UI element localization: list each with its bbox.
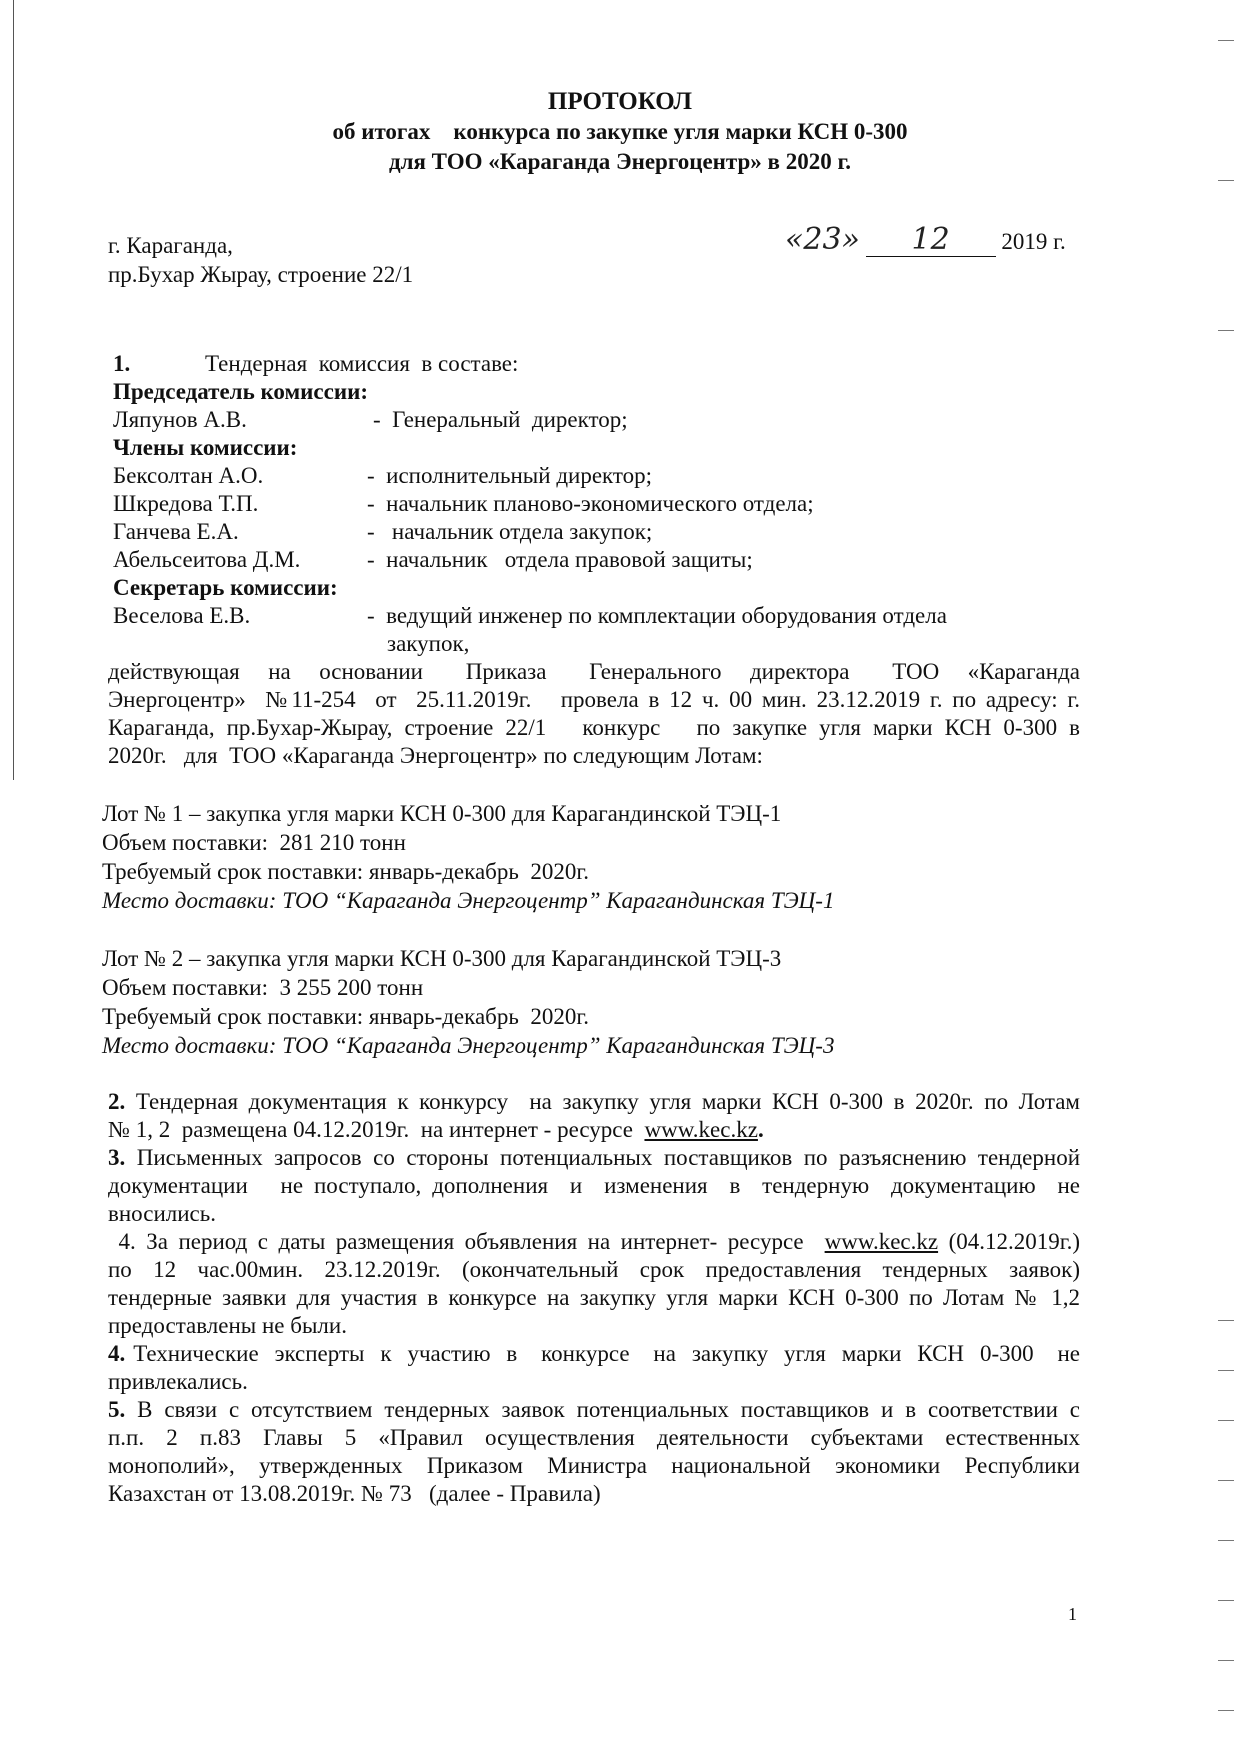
item-4b-text: Технические эксперты к участию в конкурсе на закупку угля марки КСН 0-300 не [125, 1341, 1080, 1366]
item-3-text: Письменных запросов со стороны потенциальных поставщиков по разъяснению тендерной [125, 1145, 1080, 1170]
paragraph-line: вносились. [108, 1201, 216, 1226]
date-line [785, 222, 1066, 257]
website-link[interactable]: www.kec.kz [824, 1229, 939, 1254]
scan-margin-marks [1212, 0, 1234, 1754]
member-name: Шкредова Т.П. [113, 491, 259, 516]
document-title: ПРОТОКОЛ [547, 88, 693, 115]
paragraph-line: Энергоцентр» №11-254 от 25.11.2019г. провела в 12 ч. 00 мин. 23.12.2019 г. по адресу: г. [108, 687, 1080, 712]
item-4b-number: 4. [108, 1341, 126, 1366]
date-month-blank [866, 222, 996, 257]
member-role: - исполнительный директор; [367, 463, 653, 488]
lot-2-title: Лот № 2 – закупка угля марки КСН 0-300 для Карагандинской ТЭЦ-3 [102, 946, 782, 971]
secretary-role-line-1: - ведущий инженер по комплектации оборудования отдела [367, 603, 947, 628]
member-name: Абельсеитова Д.М. [113, 547, 301, 572]
paragraph-line: документации не поступало, дополнения и изменения в тендерную документацию не [108, 1173, 1080, 1198]
lot-2-volume: Объем поставки: 3 255 200 тонн [102, 975, 424, 1000]
item-2-text: № 1, 2 размещена 04.12.2019г. на интернет - ресурсе [108, 1117, 645, 1142]
secretary-heading: Секретарь комиссии: [113, 575, 338, 600]
member-name: Ганчева Е.А. [113, 519, 239, 544]
paragraph-line [108, 1088, 1080, 1116]
chair-name: Ляпунов А.В. [113, 407, 247, 432]
item-2-text: Тендерная документация к конкурсу на закупку угля марки КСН 0-300 в 2020г. по Лотам [125, 1089, 1080, 1114]
item-3-number: 3. [108, 1145, 126, 1170]
lot-2-term: Требуемый срок поставки: январь-декабрь 2020г. [102, 1004, 589, 1029]
member-role: - начальник планово-экономического отдела; [367, 491, 814, 516]
section-1-number: 1. [113, 351, 131, 376]
chair-heading: Председатель комиссии: [113, 379, 368, 404]
members-heading: Члены комиссии: [113, 435, 298, 460]
member-name: Бексолтан А.О. [113, 463, 264, 488]
lot-1-title: Лот № 1 – закупка угля марки КСН 0-300 для Карагандинской ТЭЦ-1 [102, 801, 782, 826]
paragraph-line [108, 1144, 1080, 1172]
item-4a-text: 4. За период с даты размещения объявления на интернет- ресурсе [108, 1229, 825, 1254]
item-2-number: 2. [108, 1089, 126, 1114]
item-4a-date: (04.12.2019г.) [938, 1229, 1080, 1254]
basis-paragraph [108, 658, 1080, 770]
paragraph-line: п.п. 2 п.83 Главы 5 «Правил осуществления деятельности субъектами естественных [108, 1425, 1080, 1450]
page-number: 1 [1068, 1604, 1077, 1624]
address: пр.Бухар Жырау, строение 22/1 [108, 262, 414, 287]
paragraph-line: Караганда, пр.Бухар-Жырау, строение 22/1 конкурс по закупке угля марки КСН 0-300 в [108, 715, 1080, 740]
paragraph-line [108, 1340, 1080, 1368]
item-4b [108, 1340, 1080, 1396]
lot-1-term: Требуемый срок поставки: январь-декабрь 2020г. [102, 859, 589, 884]
scan-edge-line [13, 0, 14, 780]
item-5-number: 5. [108, 1397, 126, 1422]
document-subtitle-2: для ТОО «Караганда Энергоцентр» в 2020 г. [388, 149, 852, 174]
item-5 [108, 1396, 1080, 1508]
paragraph-line [108, 1228, 1080, 1256]
paragraph-line: предоставлены не были. [108, 1313, 347, 1338]
paragraph-line [108, 1396, 1080, 1424]
item-3 [108, 1144, 1080, 1228]
date-month-handwritten: 12 [911, 222, 950, 257]
paragraph-line: по 12 час.00мин. 23.12.2019г. (окончательный срок предоставления тендерных заявок) [108, 1257, 1080, 1282]
paragraph-line: 2020г. для ТОО «Караганда Энергоцентр» по следующим Лотам: [108, 743, 763, 768]
commission-intro: Тендерная комиссия в составе: [205, 351, 519, 376]
member-role: - начальник отдела закупок; [367, 519, 653, 544]
website-link[interactable]: www.kec.kz [644, 1117, 758, 1142]
item-2-period: . [757, 1117, 764, 1142]
paragraph-line: Казахстан от 13.08.2019г. № 73 (далее - Правила) [108, 1481, 601, 1506]
lot-1-volume: Объем поставки: 281 210 тонн [102, 830, 406, 855]
paragraph-line: монополий», утвержденных Приказом Министра национальной экономики Республики [108, 1453, 1080, 1478]
city: г. Караганда, [108, 233, 233, 258]
date-day-handwritten: «23» [785, 222, 860, 257]
date-year: 2019 г. [1001, 229, 1066, 254]
item-5-text: В связи с отсутствием тендерных заявок потенциальных поставщиков и в соответствии с [125, 1397, 1080, 1422]
paragraph-line: тендерные заявки для участия в конкурсе на закупку угля марки КСН 0-300 по Лотам № 1,2 [108, 1285, 1080, 1310]
paragraph-line [108, 1116, 1080, 1144]
paragraph-line: привлекались. [108, 1369, 248, 1394]
chair-role: - Генеральный директор; [373, 407, 628, 432]
item-2 [108, 1088, 1080, 1144]
lot-1-delivery-place: Место доставки: ТОО “Караганда Энергоцентр” Карагандинская ТЭЦ-1 [102, 888, 835, 913]
lot-2-delivery-place: Место доставки: ТОО “Караганда Энергоцентр” Карагандинская ТЭЦ-3 [102, 1033, 835, 1058]
secretary-name: Веселова Е.В. [113, 603, 251, 628]
secretary-role-line-2: закупок, [387, 631, 470, 656]
paragraph-line: действующая на основании Приказа Генерального директора ТОО «Караганда [108, 659, 1080, 684]
member-role: - начальник отдела правовой защиты; [367, 547, 753, 572]
item-4a [108, 1228, 1080, 1340]
document-subtitle-1: об итогах конкурса по закупке угля марки КСН 0-300 [332, 119, 908, 144]
